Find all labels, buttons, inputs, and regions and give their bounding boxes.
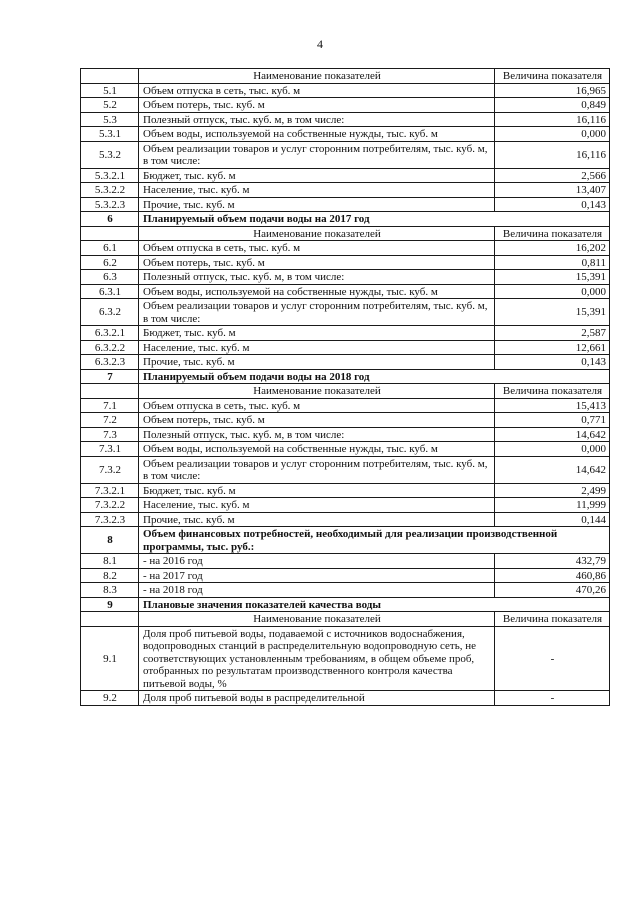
table-row [81,255,610,270]
table-row [81,326,610,341]
row-value: 0,143 [495,355,610,370]
table-header-row [81,384,610,399]
row-value: 15,391 [495,270,610,285]
table-body [81,69,610,706]
row-name: - на 2018 год [139,583,495,598]
row-value: 12,661 [495,340,610,355]
table-row [81,241,610,256]
row-number: 6.3.2.2 [81,340,139,355]
row-number: 5.3.2.3 [81,197,139,212]
row-number: 7.3.2.1 [81,483,139,498]
row-name: Прочие, тыс. куб. м [139,355,495,370]
row-value: 13,407 [495,183,610,198]
page-number: 4 [317,37,323,51]
row-name: Полезный отпуск, тыс. куб. м, в том числе: [139,112,495,127]
table-row [81,568,610,583]
row-number: 6.3.2.3 [81,355,139,370]
row-value: - [495,626,610,691]
row-number: 5.3 [81,112,139,127]
section-number: 8 [81,527,139,554]
row-number: 8.1 [81,554,139,569]
row-name: - на 2016 год [139,554,495,569]
row-number: 7.3.1 [81,442,139,457]
table-row [81,626,610,691]
row-value: 16,202 [495,241,610,256]
row-name: Бюджет, тыс. куб. м [139,483,495,498]
table-row [81,554,610,569]
row-value: 2,566 [495,168,610,183]
row-number: 8.2 [81,568,139,583]
section-title: Планируемый объем подачи воды на 2017 год [139,212,610,227]
row-name: Полезный отпуск, тыс. куб. м, в том числе: [139,427,495,442]
header-value-cell: Величина показателя [495,69,610,84]
row-name: Население, тыс. куб. м [139,183,495,198]
table-row [81,98,610,113]
row-number: 9.1 [81,626,139,691]
row-name: Объем потерь, тыс. куб. м [139,413,495,428]
header-empty-cell [81,384,139,399]
header-value-cell: Величина показателя [495,226,610,241]
header-name-cell: Наименование показателей [139,69,495,84]
row-value: 15,413 [495,398,610,413]
row-name: Объем реализации товаров и услуг сторонним потребителям, тыс. куб. м, в том числе: [139,299,495,326]
section-number: 6 [81,212,139,227]
row-value: 15,391 [495,299,610,326]
row-name: Объем потерь, тыс. куб. м [139,255,495,270]
row-number: 5.3.2 [81,141,139,168]
row-number: 7.3.2.2 [81,498,139,513]
table-row [81,270,610,285]
row-name: Объем реализации товаров и услуг сторонним потребителям, тыс. куб. м, в том числе: [139,456,495,483]
row-value: 16,965 [495,83,610,98]
row-number: 8.3 [81,583,139,598]
table-row [81,83,610,98]
row-name: Население, тыс. куб. м [139,498,495,513]
row-name: Доля проб питьевой воды, подаваемой с источников водоснабжения, водопроводных станций в распределительную водопроводную сеть, не соответствующих установленным требованиям, в общем объеме проб, отобранных по результатам производственного контроля качества питьевой воды, % [139,626,495,691]
row-number: 5.3.1 [81,127,139,142]
row-value: 0,144 [495,512,610,527]
row-value: 2,587 [495,326,610,341]
row-value: 14,642 [495,427,610,442]
table-row [81,483,610,498]
section-title: Объем финансовых потребностей, необходимый для реализации производственной программы, тыс. руб.: [139,527,610,554]
section-number: 9 [81,597,139,612]
row-name: - на 2017 год [139,568,495,583]
row-value: 16,116 [495,141,610,168]
section-row [81,369,610,384]
header-value-cell: Величина показателя [495,612,610,627]
row-number: 7.3.2 [81,456,139,483]
row-number: 9.2 [81,691,139,706]
row-value: 0,000 [495,284,610,299]
table-row [81,427,610,442]
row-number: 6.3.2 [81,299,139,326]
table-row [81,183,610,198]
row-name: Объем воды, используемой на собственные нужды, тыс. куб. м [139,284,495,299]
section-row [81,597,610,612]
row-name: Объем отпуска в сеть, тыс. куб. м [139,241,495,256]
row-name: Объем потерь, тыс. куб. м [139,98,495,113]
program-indicators-table [80,68,610,706]
row-value: 432,79 [495,554,610,569]
table-row [81,340,610,355]
row-name: Объем отпуска в сеть, тыс. куб. м [139,398,495,413]
section-title: Планируемый объем подачи воды на 2018 год [139,369,610,384]
row-name: Объем воды, используемой на собственные нужды, тыс. куб. м [139,127,495,142]
table-row [81,456,610,483]
table-row [81,141,610,168]
table-row [81,413,610,428]
table-row [81,398,610,413]
table-row [81,442,610,457]
table-row [81,112,610,127]
section-number: 7 [81,369,139,384]
row-value: 0,000 [495,127,610,142]
header-empty-cell [81,612,139,627]
table-row [81,355,610,370]
row-name: Население, тыс. куб. м [139,340,495,355]
table-row [81,299,610,326]
row-value: 0,000 [495,442,610,457]
table-row [81,498,610,513]
row-value: 2,499 [495,483,610,498]
row-number: 7.3 [81,427,139,442]
row-number: 5.1 [81,83,139,98]
row-name: Объем воды, используемой на собственные нужды, тыс. куб. м [139,442,495,457]
table-header-row [81,69,610,84]
table-row [81,583,610,598]
row-name: Прочие, тыс. куб. м [139,512,495,527]
row-number: 6.2 [81,255,139,270]
header-empty-cell [81,69,139,84]
table-row [81,691,610,706]
table-row [81,512,610,527]
header-name-cell: Наименование показателей [139,612,495,627]
row-value: 16,116 [495,112,610,127]
row-number: 7.1 [81,398,139,413]
table-row [81,284,610,299]
row-name: Объем реализации товаров и услуг сторонним потребителям, тыс. куб. м, в том числе: [139,141,495,168]
row-value: 0,811 [495,255,610,270]
row-number: 7.2 [81,413,139,428]
row-number: 6.3.1 [81,284,139,299]
row-number: 5.2 [81,98,139,113]
row-name: Бюджет, тыс. куб. м [139,326,495,341]
row-name: Бюджет, тыс. куб. м [139,168,495,183]
row-number: 6.1 [81,241,139,256]
section-row [81,527,610,554]
row-value: 0,143 [495,197,610,212]
row-number: 5.3.2.1 [81,168,139,183]
section-row [81,212,610,227]
row-number: 7.3.2.3 [81,512,139,527]
section-title: Плановые значения показателей качества воды [139,597,610,612]
row-number: 6.3.2.1 [81,326,139,341]
table-row [81,127,610,142]
row-value: 0,849 [495,98,610,113]
table-header-row [81,612,610,627]
row-value: - [495,691,610,706]
header-name-cell: Наименование показателей [139,384,495,399]
row-number: 5.3.2.2 [81,183,139,198]
header-empty-cell [81,226,139,241]
row-value: 0,771 [495,413,610,428]
row-name: Прочие, тыс. куб. м [139,197,495,212]
row-value: 11,999 [495,498,610,513]
row-name: Полезный отпуск, тыс. куб. м, в том числе: [139,270,495,285]
header-name-cell: Наименование показателей [139,226,495,241]
row-name: Объем отпуска в сеть, тыс. куб. м [139,83,495,98]
row-name: Доля проб питьевой воды в распределительной [139,691,495,706]
table-row [81,168,610,183]
table-header-row [81,226,610,241]
row-value: 14,642 [495,456,610,483]
row-number: 6.3 [81,270,139,285]
table-row [81,197,610,212]
row-value: 460,86 [495,568,610,583]
row-value: 470,26 [495,583,610,598]
header-value-cell: Величина показателя [495,384,610,399]
